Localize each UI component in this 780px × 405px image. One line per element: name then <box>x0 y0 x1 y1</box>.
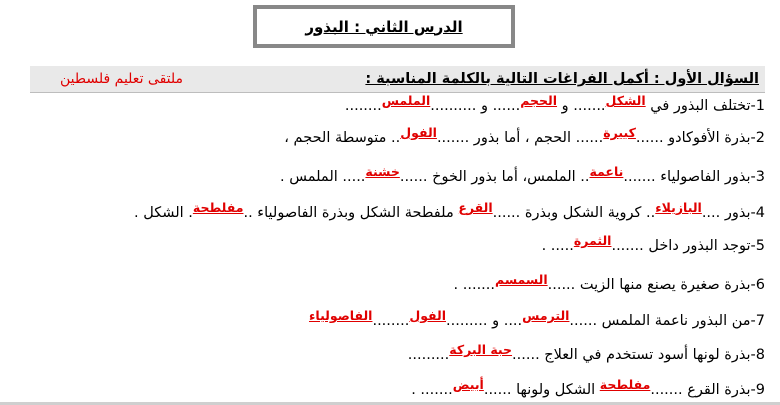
question-title: السؤال الأول : أكمل الفراغات التالية بالكلمة المناسبة : <box>365 71 759 87</box>
sentence-text: بذرة القرع ....... <box>650 382 751 398</box>
item-number: 2- <box>750 130 765 146</box>
sentence-text: ........ <box>372 313 410 329</box>
sentence-text: ...... الحجم ، أما بذور ....... <box>436 130 604 146</box>
answer-word: الفاصولياء <box>309 308 373 323</box>
exercise-line <box>20 234 765 258</box>
lesson-title: الدرس الثاني : البذور <box>305 17 463 36</box>
sentence-text: بذرة لونها أسود تستخدم في العلاج ...... <box>512 347 751 363</box>
answer-word: مفلطحة <box>192 200 244 215</box>
answer-word: الشكل <box>605 93 646 108</box>
answer-word: البازيلاء <box>655 200 702 215</box>
answer-word: كبيرة <box>603 125 636 140</box>
sentence-text: . الشكل . <box>134 205 193 221</box>
item-number: 1- <box>750 98 765 114</box>
answer-word: حبة البركة <box>449 342 513 357</box>
sentence-text: .. الملمس، أما بذور الخوخ ...... <box>399 169 590 185</box>
exercise-line <box>20 126 765 150</box>
sentence-text: بذور الفاصولياء ....... <box>623 169 751 185</box>
sentence-text: ......... <box>407 347 450 363</box>
answer-word: الفول <box>400 125 437 140</box>
answer-word: مفلطحة <box>599 377 651 392</box>
exercise-line <box>20 273 765 297</box>
lesson-title-box <box>253 5 515 48</box>
sentence-text: .. كروية الشكل وبذرة ...... <box>492 205 656 221</box>
sentence-text: من البذور ناعمة الملمس ...... <box>569 313 751 329</box>
sentence-text: ..... . <box>541 238 574 254</box>
sentence-text: بذرة الأفوكادو ...... <box>635 130 751 146</box>
answer-word: أبيض <box>452 377 484 392</box>
question-header <box>30 66 765 92</box>
exercise-line <box>20 309 765 333</box>
sentence-text: بذور .... <box>701 205 751 221</box>
sentence-text: ...... و .......... <box>430 98 521 114</box>
exercise-line <box>20 378 765 402</box>
exercise-line <box>20 165 765 189</box>
answer-word: الترمس <box>522 308 570 323</box>
sentence-text: ....... . <box>411 382 453 398</box>
exercise-line <box>20 94 765 118</box>
item-number: 5- <box>750 238 765 254</box>
answer-word: الحجم <box>520 93 558 108</box>
item-number: 9- <box>750 382 765 398</box>
sentence-text: ........ <box>344 98 382 114</box>
sentence-text: ..... الملمس . <box>280 169 366 185</box>
item-number: 3- <box>750 169 765 185</box>
answer-word: الثمرة <box>573 233 612 248</box>
item-number: 8- <box>750 347 765 363</box>
item-number: 7- <box>750 313 765 329</box>
answer-word: القرع <box>458 200 493 215</box>
item-number: 4- <box>750 205 765 221</box>
answer-word: الملمس <box>381 93 431 108</box>
sentence-text: تختلف البذور في <box>645 98 751 114</box>
answer-word: ناعمة <box>589 164 624 179</box>
sentence-text: ملفطحة الشكل وبذرة الفاصولياء .. <box>243 205 459 221</box>
exercise-line <box>20 343 765 367</box>
answer-word: السمسم <box>495 272 548 287</box>
sentence-text: بذرة صغيرة يصنع منها الزيت ...... <box>547 277 751 293</box>
sentence-text: ....... و <box>557 98 606 114</box>
item-number: 6- <box>750 277 765 293</box>
answer-word: خشنة <box>365 164 400 179</box>
exercise-line <box>20 201 765 225</box>
answer-word: الفول <box>409 308 447 323</box>
sentence-text: الشكل ولونها ...... <box>483 382 600 398</box>
sentence-text: .... و ......... <box>446 313 523 329</box>
sentence-text: توجد البذور داخل ....... <box>611 238 751 254</box>
site-name: ملتقى تعليم فلسطين <box>60 71 184 87</box>
sentence-text: ....... . <box>453 277 496 293</box>
sentence-text: .. متوسطة الحجم ، <box>284 130 401 146</box>
